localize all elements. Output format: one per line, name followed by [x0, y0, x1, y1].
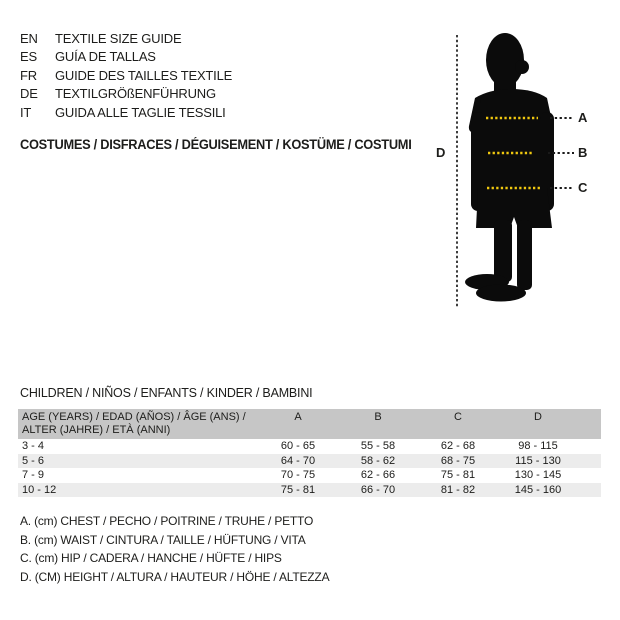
age-header-cell — [18, 411, 258, 437]
age-cell: 10 - 12 — [22, 483, 57, 496]
language-row-en — [20, 30, 232, 48]
column-header-d: D — [534, 411, 542, 423]
silhouette-right-leg — [517, 220, 532, 290]
silhouette-torso — [480, 94, 546, 196]
silhouette-left-leg — [494, 220, 512, 282]
value-cell-a: 75 - 81 — [280, 483, 316, 496]
language-row-it — [20, 104, 232, 122]
silhouette-hair — [515, 60, 529, 74]
value-cell-a: 70 - 75 — [280, 469, 316, 481]
value-cell-d: 130 - 145 — [514, 469, 562, 481]
language-label: GUÍA DE TALLAS — [55, 49, 156, 65]
measure-label-d: D — [436, 145, 446, 160]
table-row — [18, 468, 601, 483]
table-header-row — [18, 409, 601, 439]
language-list — [20, 30, 232, 122]
table-row — [18, 454, 601, 469]
legend-chest: A. (cm) CHEST / PECHO / POITRINE / TRUHE / PETTO — [20, 514, 314, 528]
language-code: DE — [20, 86, 38, 102]
value-cell-c: 68 - 75 — [440, 454, 476, 467]
value-cell-d: 98 - 115 — [518, 440, 558, 452]
value-cell-c: 75 - 81 — [440, 469, 476, 481]
column-header-c: C — [454, 411, 462, 423]
legend-hip: C. (cm) HIP / CADERA / HANCHE / HÜFTE / HIPS — [20, 551, 282, 565]
language-row-de — [20, 85, 232, 103]
age-header-line2: ALTER (JAHRE) / ETÀ (ANNI) — [22, 424, 171, 436]
value-cell-b: 58 - 62 — [360, 454, 396, 467]
language-code: ES — [20, 49, 37, 65]
column-header-a: A — [294, 411, 302, 423]
language-code: FR — [20, 67, 37, 83]
size-figure — [430, 20, 610, 315]
measure-label-b: B — [578, 145, 588, 160]
value-cell-a: 60 - 65 — [280, 440, 316, 452]
language-row-es — [20, 48, 232, 66]
language-label: GUIDE DES TAILLES TEXTILE — [55, 67, 233, 83]
language-label: TEXTILGRÖßENFÜHRUNG — [55, 86, 216, 102]
value-cell-a: 64 - 70 — [280, 454, 316, 467]
language-row-fr — [20, 67, 232, 85]
table-row — [18, 439, 601, 454]
child-silhouette — [465, 33, 554, 302]
silhouette-shorts — [476, 188, 552, 228]
size-table — [18, 409, 601, 497]
age-cell: 5 - 6 — [22, 454, 45, 467]
measure-label-a: A — [578, 110, 588, 125]
section-title: CHILDREN / NIÑOS / ENFANTS / KINDER / BAMBINI — [20, 386, 313, 400]
language-label: GUIDA ALLE TAGLIE TESSILI — [55, 104, 226, 120]
language-label: TEXTILE SIZE GUIDE — [55, 31, 182, 46]
value-cell-b: 66 - 70 — [360, 483, 396, 496]
age-cell: 3 - 4 — [22, 440, 45, 452]
age-header-line1: AGE (YEARS) / EDAD (AÑOS) / ÂGE (ANS) / — [22, 411, 246, 423]
value-cell-d: 115 - 130 — [515, 454, 561, 467]
legend-height: D. (CM) HEIGHT / ALTURA / HAUTEUR / HÖHE / ALTEZZA — [20, 569, 330, 584]
value-cell-c: 81 - 82 — [440, 483, 476, 496]
table-row — [18, 483, 601, 498]
legend-waist: B. (cm) WAIST / CINTURA / TAILLE / HÜFTUNG / VITA — [20, 532, 306, 547]
age-cell: 7 - 9 — [22, 469, 45, 481]
value-cell-c: 62 - 68 — [440, 440, 476, 452]
child-silhouette-graphic — [430, 20, 610, 315]
language-code: IT — [20, 104, 32, 120]
value-cell-b: 62 - 66 — [360, 469, 396, 481]
measure-legend — [20, 512, 329, 586]
value-cell-d: 145 - 160 — [514, 483, 562, 496]
language-code: EN — [20, 31, 38, 46]
measure-label-c: C — [578, 180, 588, 195]
silhouette-right-foot — [476, 285, 526, 302]
category-title: COSTUMES / DISFRACES / DÉGUISEMENT / KOSTÜME / COSTUMI — [20, 137, 412, 152]
column-header-b: B — [374, 411, 382, 423]
value-cell-b: 55 - 58 — [360, 440, 396, 452]
